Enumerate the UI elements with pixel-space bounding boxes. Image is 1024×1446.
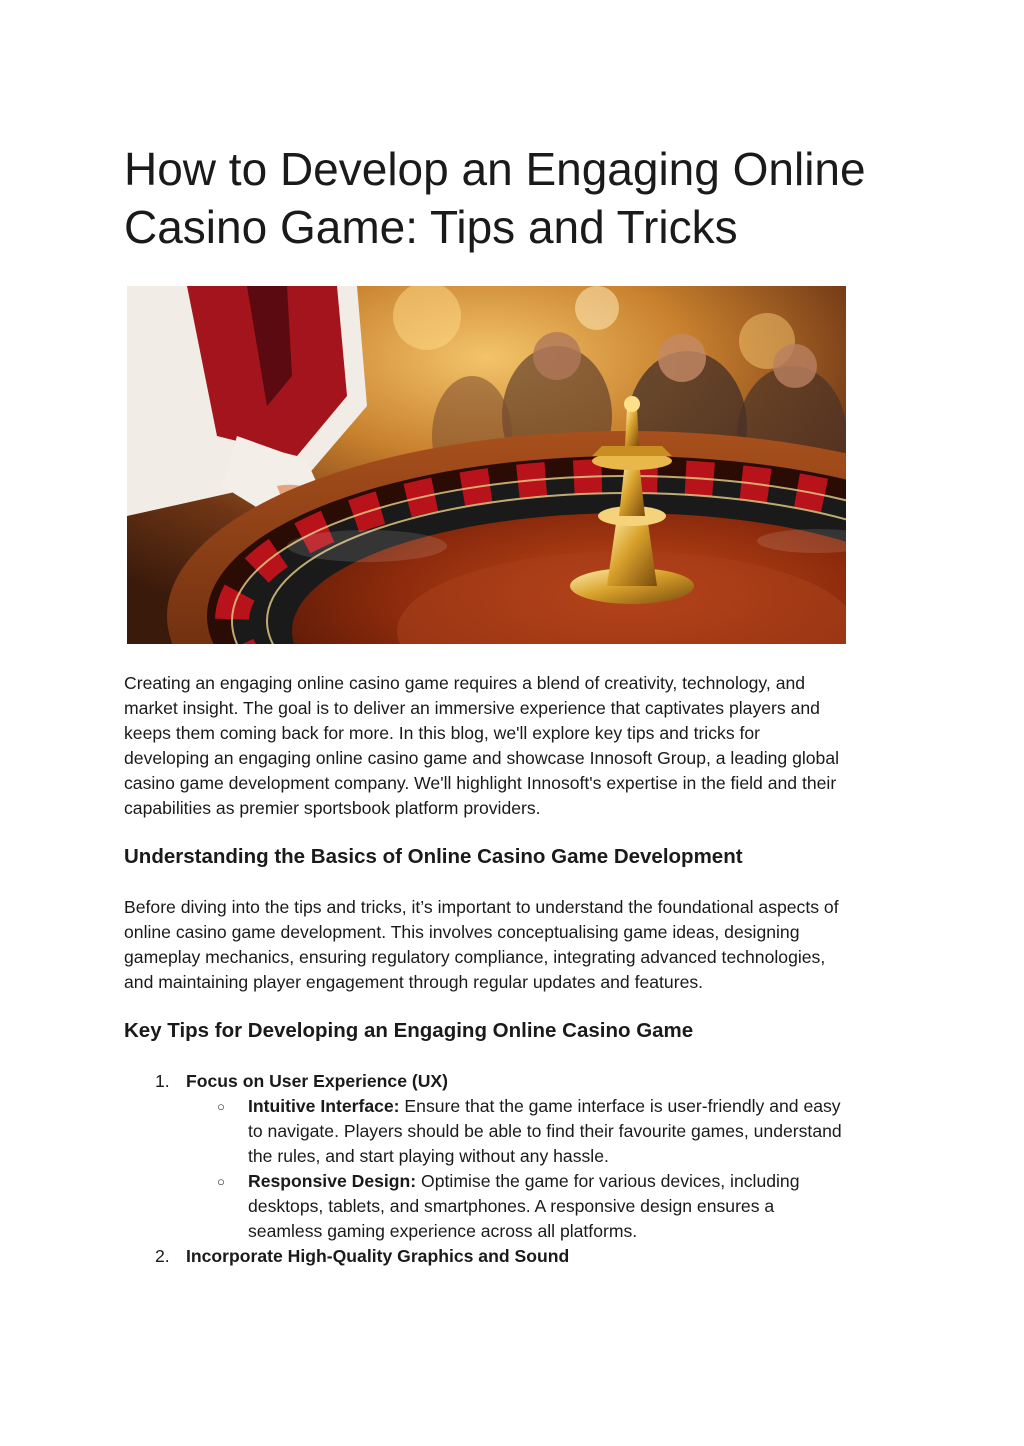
sub-list-line: to navigate. Players should be able to find their favourite games, understand	[248, 1121, 842, 1141]
sub-list-body	[248, 1169, 908, 1244]
circle-bullet-icon: ○	[217, 1099, 225, 1114]
intro-paragraph	[124, 671, 904, 821]
page-title	[124, 140, 904, 256]
list-number: 1.	[155, 1071, 170, 1091]
intro-line: Creating an engaging online casino game requires a blend of creativity, technology, and	[124, 673, 806, 693]
basics-line: online casino game development. This involves conceptualising game ideas, designing	[124, 922, 800, 942]
title-line-1: How to Develop an Engaging Online	[124, 143, 866, 195]
sub-list-line	[248, 1169, 908, 1194]
basics-line: gameplay mechanics, ensuring regulatory compliance, integrating advanced technologies,	[124, 947, 826, 967]
intro-line: developing an engaging online casino game and showcase Innosoft Group, a leading global	[124, 748, 840, 768]
intro-line: keeps them coming back for more. In this blog, we'll explore key tips and tricks for	[124, 723, 761, 743]
sub-list-text: Ensure that the game interface is user-friendly and easy	[399, 1096, 841, 1116]
intro-line: capabilities as premier sportsbook platform providers.	[124, 798, 541, 818]
list-number: 2.	[155, 1246, 170, 1266]
intro-line: casino game development company. We'll highlight Innosoft's expertise in the field and their	[124, 773, 837, 793]
sub-list-line	[248, 1094, 908, 1119]
roulette-wheel-photo	[127, 286, 846, 644]
list-item-label: Incorporate High-Quality Graphics and Sound	[186, 1246, 570, 1266]
sub-list-term: Responsive Design:	[248, 1171, 417, 1191]
circle-bullet-icon: ○	[217, 1174, 225, 1189]
basics-line: Before diving into the tips and tricks, it’s important to understand the foundational aspects of	[124, 897, 839, 917]
sub-list-line: the rules, and start playing without any hassle.	[248, 1146, 609, 1166]
section-heading-key-tips: Key Tips for Developing an Engaging Online Casino Game	[124, 1019, 694, 1042]
sub-list-body	[248, 1094, 908, 1169]
basics-paragraph	[124, 895, 904, 995]
sub-list-line: seamless gaming experience across all platforms.	[248, 1221, 638, 1241]
sub-list-text: Optimise the game for various devices, including	[416, 1171, 800, 1191]
sub-list-line: desktops, tablets, and smartphones. A responsive design ensures a	[248, 1196, 775, 1216]
sub-list-term: Intuitive Interface:	[248, 1096, 400, 1116]
section-heading-basics: Understanding the Basics of Online Casino Game Development	[124, 845, 743, 868]
intro-line: market insight. The goal is to deliver an immersive experience that captivates players and	[124, 698, 820, 718]
list-item-label: Focus on User Experience (UX)	[186, 1071, 449, 1091]
title-line-2: Casino Game: Tips and Tricks	[124, 201, 738, 253]
basics-line: and maintaining player engagement through regular updates and features.	[124, 972, 704, 992]
